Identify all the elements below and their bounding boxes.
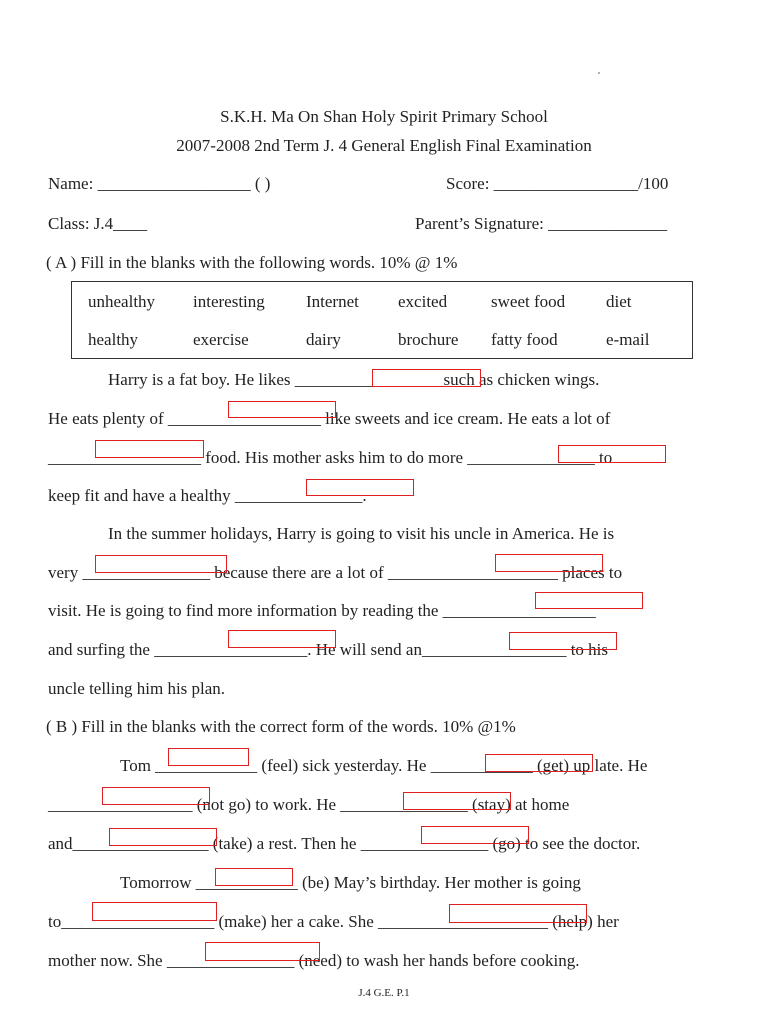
passage-b-line-3: and________________ (take) a rest. Then he _______________ (go) to see the doctor. [48, 834, 641, 853]
answer-box-a9[interactable] [228, 630, 336, 648]
word-bank-item: diet [606, 292, 632, 311]
answer-box-b4[interactable] [403, 792, 511, 810]
passage-a-line-4: keep fit and have a healthy _______________. [48, 486, 367, 505]
parent-signature-field: Parent’s Signature: ______________ [415, 214, 668, 233]
passage-a-line-2: He eats plenty of __________________ like sweets and ice cream. He eats a lot of [48, 409, 611, 428]
passage-a-line-7: visit. He is going to find more information by reading the __________________ [48, 601, 596, 620]
word-bank-item: exercise [193, 330, 249, 349]
word-bank-item: dairy [306, 330, 341, 349]
passage-a-line-6: very _______________ because there are a lot of ____________________ places to [48, 563, 623, 582]
answer-box-a1[interactable] [372, 369, 481, 387]
name-field: Name: __________________ ( ) [48, 174, 271, 193]
passage-a-line-1: Harry is a fat boy. He likes _________________ such as chicken wings. [108, 370, 600, 389]
passage-a-line-5: In the summer holidays, Harry is going to visit his uncle in America. He is [108, 524, 615, 543]
word-bank [71, 281, 693, 359]
passage-a-line-8: and surfing the __________________. He will send an_________________ to his [48, 640, 609, 659]
word-bank-item: unhealthy [88, 292, 156, 311]
section-b-heading: ( B ) Fill in the blanks with the correct form of the words. 10% @1% [46, 717, 516, 736]
answer-box-a10[interactable] [509, 632, 617, 650]
answer-box-a3[interactable] [95, 440, 204, 458]
answer-box-b2[interactable] [485, 754, 593, 772]
school-title: S.K.H. Ma On Shan Holy Spirit Primary School [220, 107, 548, 126]
word-bank-item: sweet food [491, 292, 566, 311]
answer-box-a7[interactable] [495, 554, 603, 572]
word-bank-item: Internet [306, 292, 359, 311]
answer-box-b10[interactable] [205, 942, 320, 961]
word-bank-item: healthy [88, 330, 139, 349]
answer-box-a6[interactable] [95, 555, 227, 573]
class-field: Class: J.4____ [48, 214, 148, 233]
passage-b-line-2: _________________ (not go) to work. He _______________ (stay) at home [48, 795, 570, 814]
word-bank-item: e-mail [606, 330, 650, 349]
answer-box-a2[interactable] [228, 401, 336, 418]
passage-b-line-4: Tomorrow ____________ (be) May’s birthday. Her mother is going [120, 873, 581, 892]
answer-box-a8[interactable] [535, 592, 643, 609]
page-footer: J.4 G.E. P.1 [358, 987, 410, 999]
scan-speck [598, 72, 600, 74]
answer-box-b5[interactable] [109, 828, 217, 846]
answer-box-a4[interactable] [558, 445, 666, 463]
answer-box-b9[interactable] [449, 904, 587, 923]
answer-box-b3[interactable] [102, 787, 210, 805]
answer-box-a5[interactable] [306, 479, 414, 496]
passage-b-line-5: to__________________ (make) her a cake. She ____________________ (help) her [48, 912, 619, 931]
section-a-heading: ( A ) Fill in the blanks with the following words. 10% @ 1% [46, 253, 458, 272]
passage-a-line-9: uncle telling him his plan. [48, 679, 226, 698]
answer-box-b1[interactable] [168, 748, 249, 766]
score-field: Score: _________________/100 [446, 174, 669, 193]
word-bank-item: interesting [193, 292, 265, 311]
word-bank-item: fatty food [491, 330, 558, 349]
passage-b-line-6: mother now. She _______________ (need) to wash her hands before cooking. [48, 951, 580, 970]
exam-title: 2007-2008 2nd Term J. 4 General English Final Examination [176, 136, 592, 155]
answer-box-b7[interactable] [215, 868, 293, 886]
passage-b-line-1: Tom ____________ (feel) sick yesterday. He ____________ (get) up late. He [120, 756, 648, 775]
word-bank-item: excited [398, 292, 448, 311]
answer-box-b8[interactable] [92, 902, 217, 921]
passage-a-line-3: __________________ food. His mother asks him to do more _______________ to [48, 448, 613, 467]
answer-box-b6[interactable] [421, 826, 529, 844]
word-bank-item: brochure [398, 330, 459, 349]
